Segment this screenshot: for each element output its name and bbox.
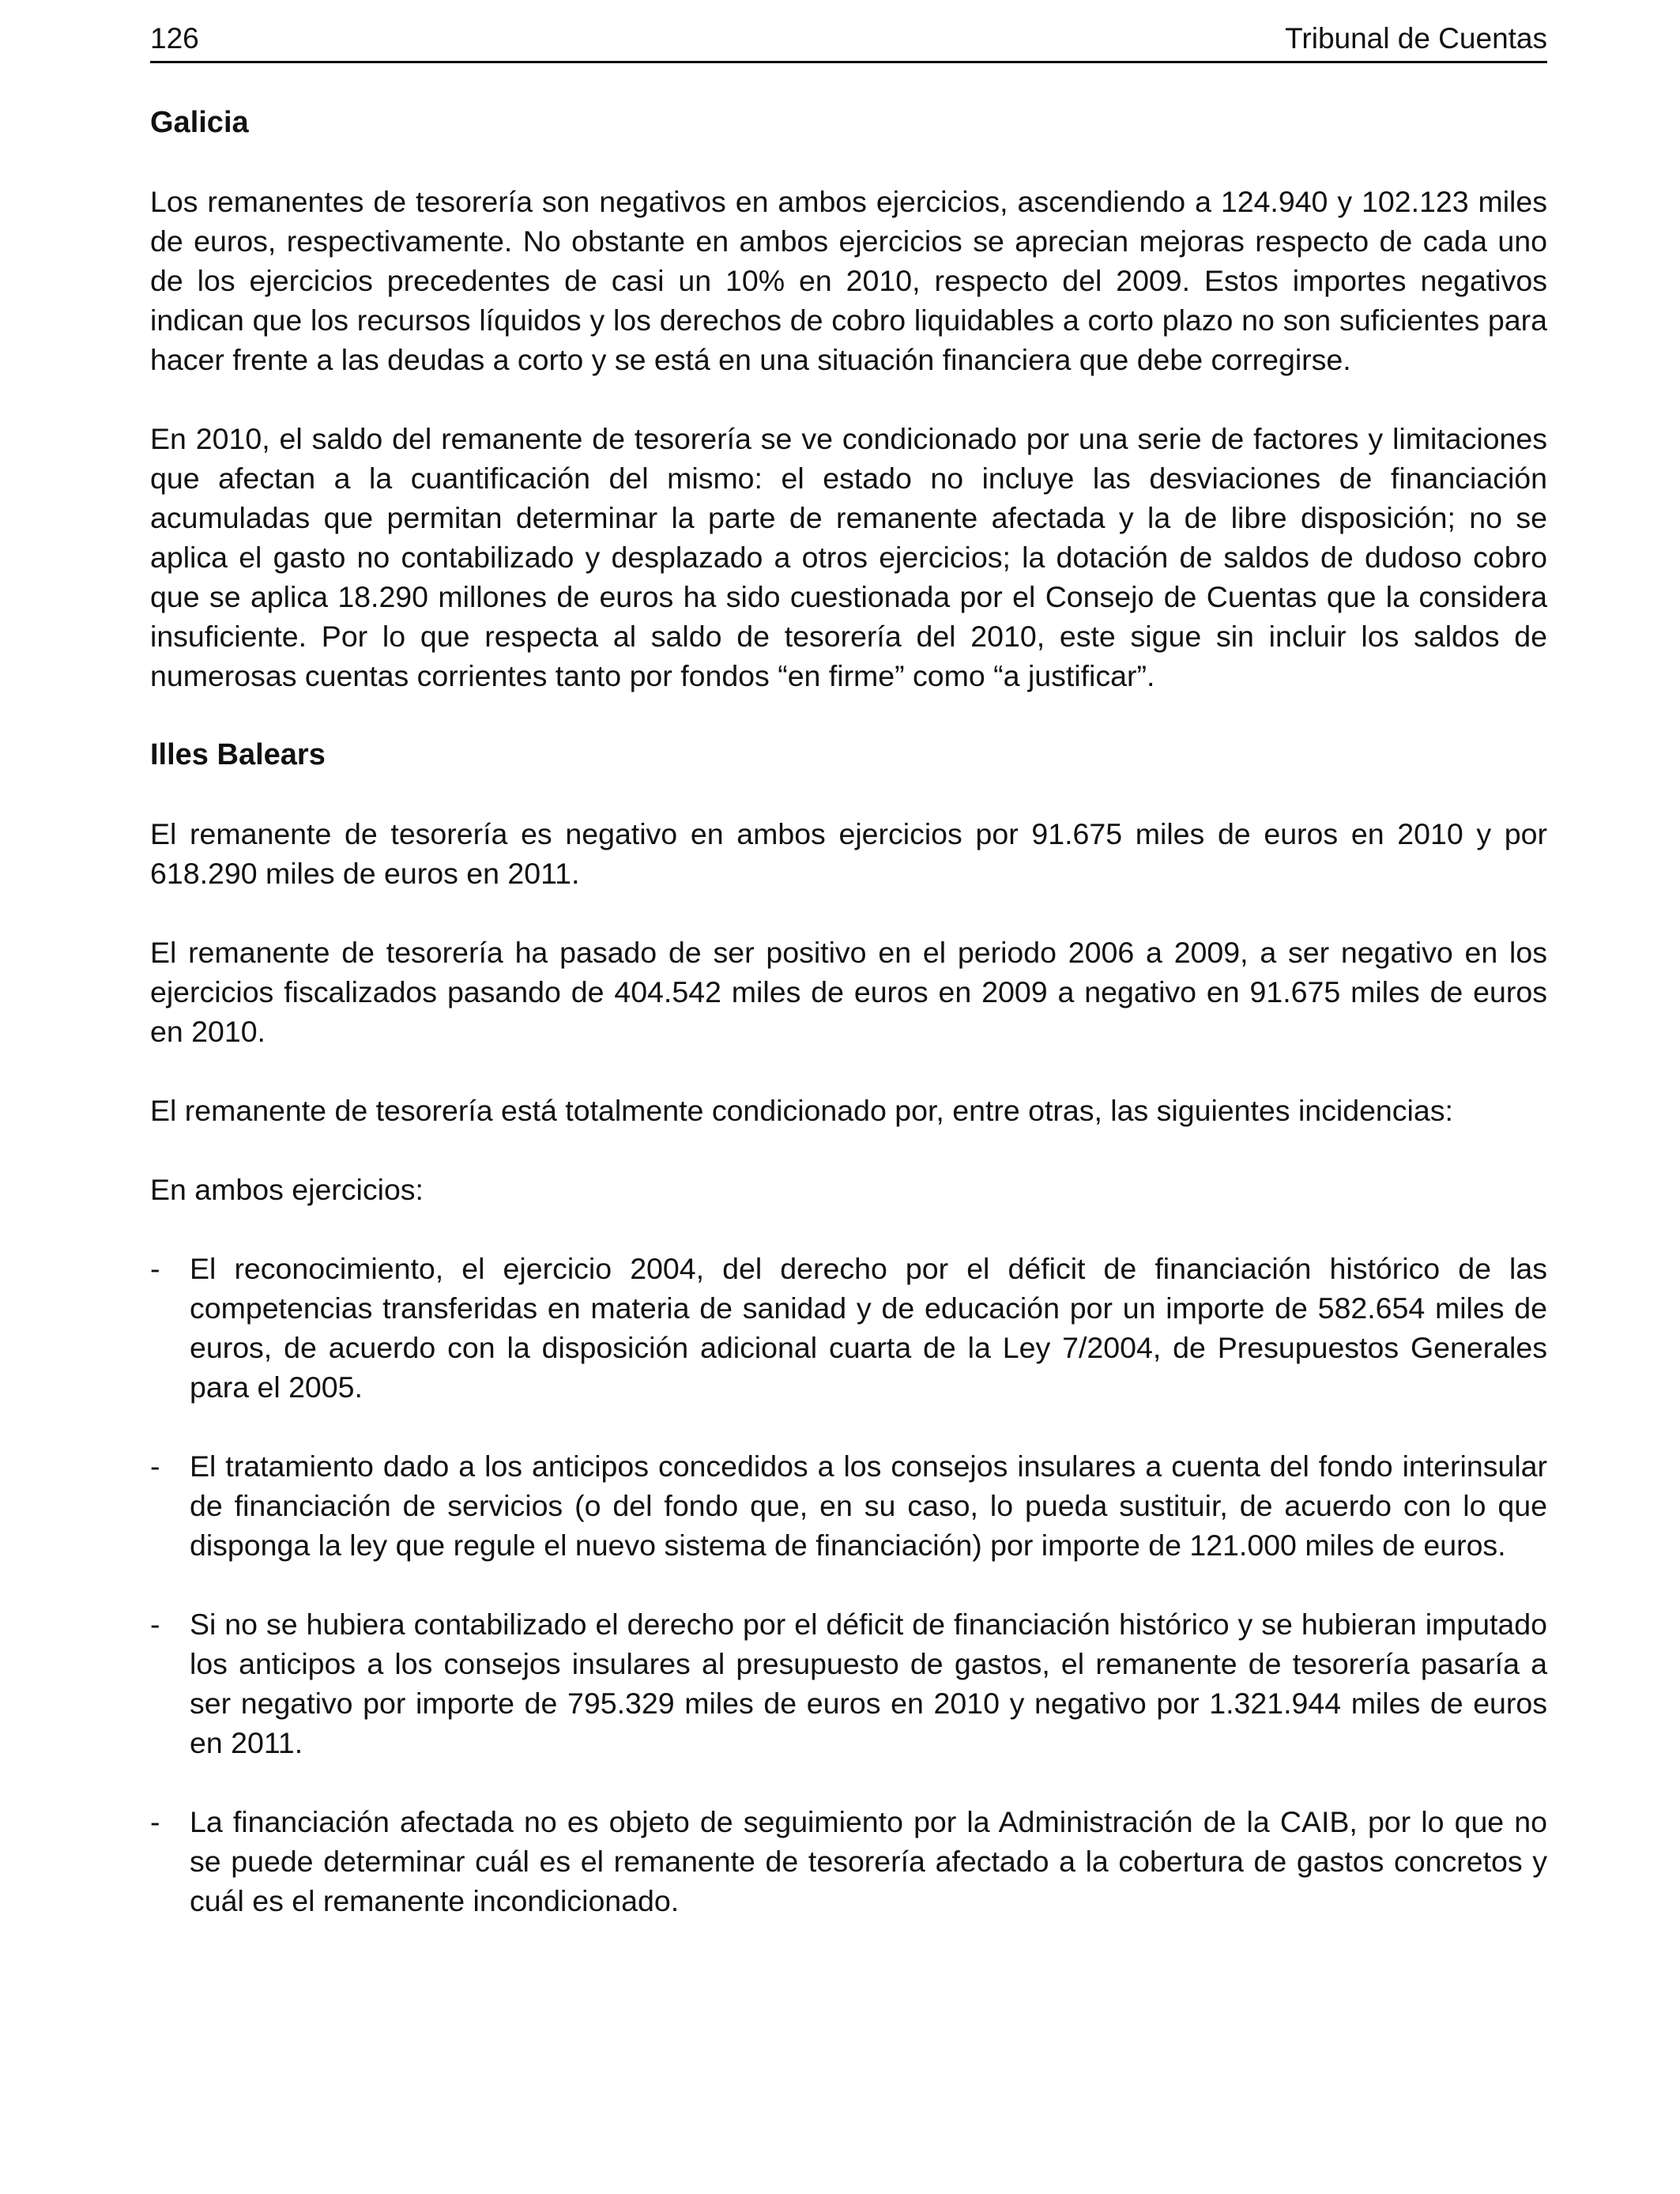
list-item-text: El reconocimiento, el ejercicio 2004, del derecho por el déficit de financiación histórico de las competencias transferidas en materia de sanidad y de educación por un importe de 582.654 miles de euros, de acuerdo con la disposición adicional cuarta de la Ley 7/2004, de Presupuestos Generales para el 2005.	[190, 1252, 1547, 1404]
list-item-text: Si no se hubiera contabilizado el derecho por el déficit de financiación histórico y se hubieran imputado los anticipos a los consejos insulares al presupuesto de gastos, el remanente de tesorería pasaría a ser negativo por importe de 795.329 miles de euros en 2010 y negativo por 1.321.944 miles de euros en 2011.	[190, 1608, 1547, 1759]
bullet-marker: -	[150, 1449, 160, 1483]
list-item	[150, 1249, 1547, 1407]
publisher-name: Tribunal de Cuentas	[1285, 22, 1547, 55]
list-item-text: La financiación afectada no es objeto de seguimiento por la Administración de la CAIB, por lo que no se puede determinar cuál es el remanente de tesorería afectado a la cobertura de gastos concretos y cuál es el remanente incondicionado.	[190, 1805, 1547, 1917]
page-content	[150, 103, 1547, 1960]
page-header	[150, 24, 1547, 63]
bullet-marker: -	[150, 1252, 160, 1285]
paragraph: El remanente de tesorería ha pasado de ser positivo en el periodo 2006 a 2009, a ser negativo en los ejercicios fiscalizados pasando de 404.542 miles de euros en 2009 a negativo en 91.675 miles de euros en 2010.	[150, 936, 1547, 1048]
paragraph: En ambos ejercicios:	[150, 1173, 424, 1206]
list-item	[150, 1802, 1547, 1921]
paragraph: El remanente de tesorería está totalmente condicionado por, entre otras, las siguientes incidencias:	[150, 1094, 1453, 1127]
section-title-baleares: Illes Balears	[150, 738, 326, 771]
list-item	[150, 1604, 1547, 1762]
list-item-text: El tratamiento dado a los anticipos concedidos a los consejos insulares a cuenta del fondo interinsular de financiación de servicios (o del fondo que, en su caso, lo pueda sustituir, de acuerdo con lo que disponga la ley que regule el nuevo sistema de financiación) por importe de 121.000 miles de euros.	[190, 1449, 1547, 1562]
bullet-marker: -	[150, 1608, 160, 1641]
bullet-marker: -	[150, 1805, 160, 1838]
paragraph: En 2010, el saldo del remanente de tesorería se ve condicionado por una serie de factores y limitaciones que afectan a la cuantificación del mismo: el estado no incluye las desviaciones de financiación acumuladas que permitan determinar la parte de remanente afectada y la de libre disposición; no se aplica el gasto no contabilizado y desplazado a otros ejercicios; la dotación de saldos de dudoso cobro que se aplica 18.290 millones de euros ha sido cuestionada por el Consejo de Cuentas que la considera insuficiente. Por lo que respecta al saldo de tesorería del 2010, este sigue sin incluir los saldos de numerosas cuentas corrientes tanto por fondos “en firme” como “a justificar”.	[150, 422, 1547, 692]
paragraph: Los remanentes de tesorería son negativos en ambos ejercicios, ascendiendo a 124.940 y 102.123 miles de euros, respectivamente. No obstante en ambos ejercicios se aprecian mejoras respecto de cada uno de los ejercicios precedentes de casi un 10% en 2010, respecto del 2009. Estos importes negativos indican que los recursos líquidos y los derechos de cobro liquidables a corto plazo no son suficientes para hacer frente a las deudas a corto y se está en una situación financiera que debe corregirse.	[150, 185, 1547, 376]
list-item	[150, 1446, 1547, 1565]
incidencias-list	[150, 1249, 1547, 1921]
section-title-galicia: Galicia	[150, 106, 249, 139]
paragraph: El remanente de tesorería es negativo en ambos ejercicios por 91.675 miles de euros en 2010 y por 618.290 miles de euros en 2011.	[150, 817, 1547, 890]
page-number: 126	[150, 22, 199, 55]
